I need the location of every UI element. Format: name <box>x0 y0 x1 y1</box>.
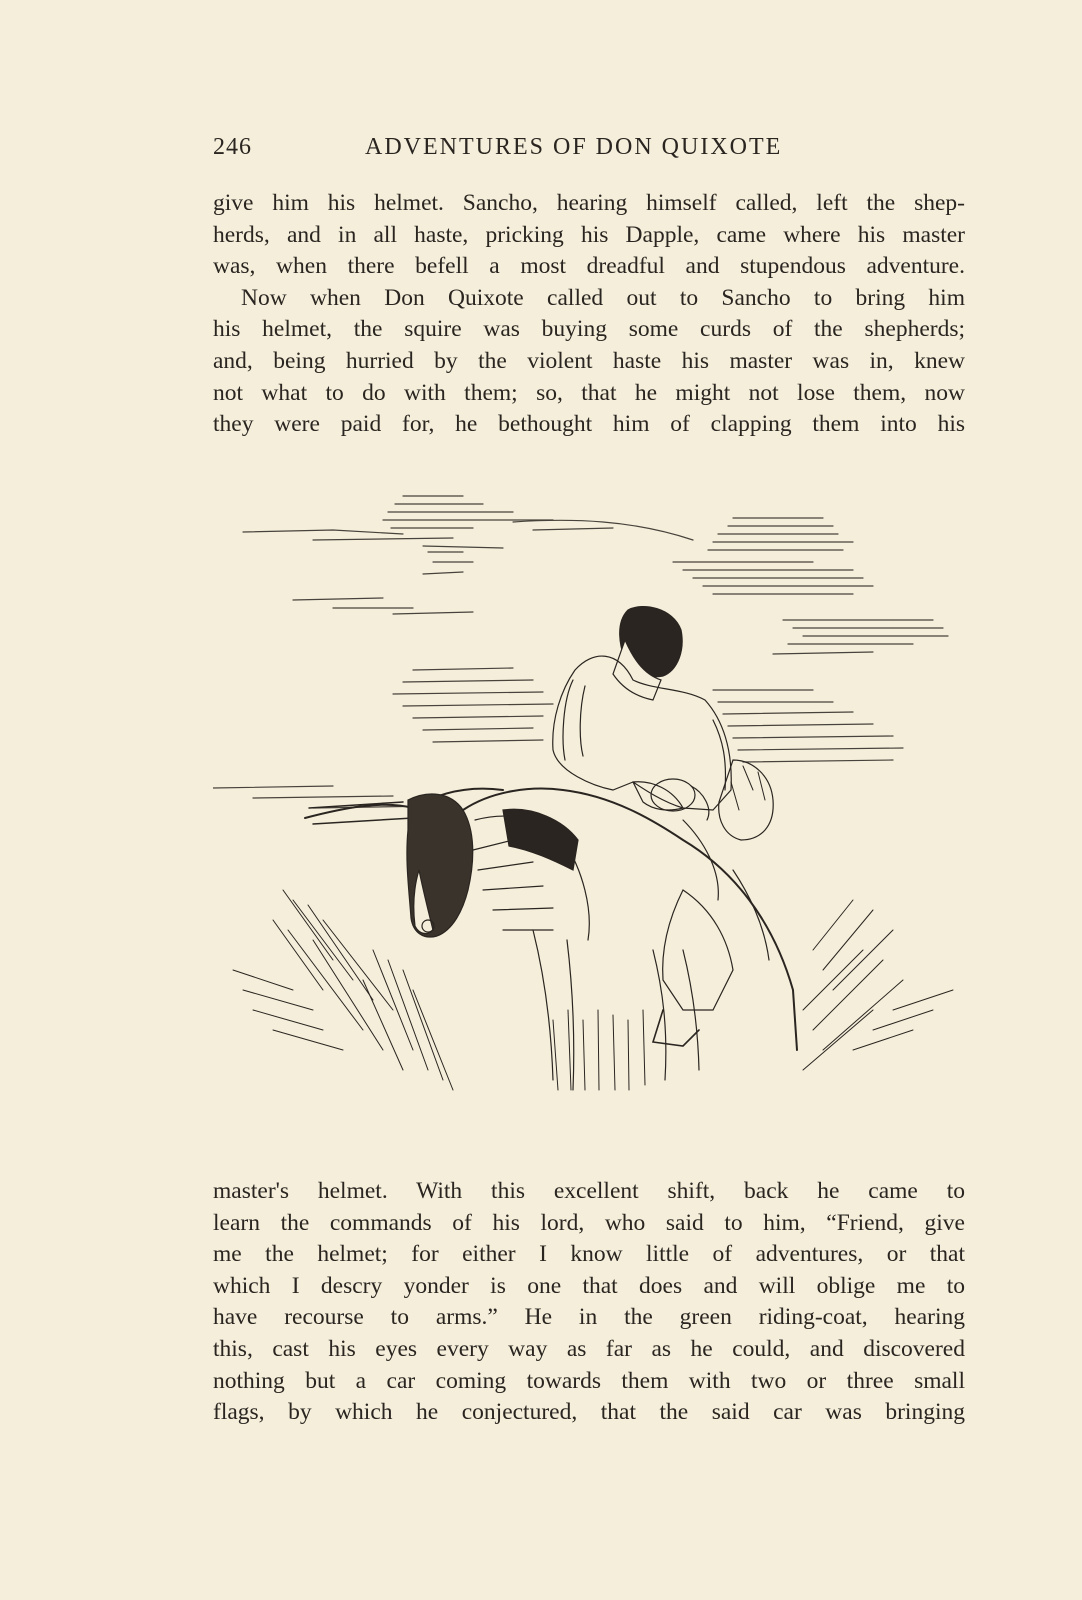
text-line: they were paid for, he bethought him of clapping them into his <box>213 411 965 438</box>
sancho-figure <box>553 607 773 840</box>
text-line: me the helmet; for either I know little of adventures, or that <box>213 1241 965 1268</box>
bottom-paragraphs <box>213 1176 965 1429</box>
text-line: his helmet, the squire was buying some curds of the shepherds; <box>213 316 965 343</box>
text-line: give him his helmet. Sancho, hearing himself called, left the shep- <box>213 190 965 216</box>
donkey-figure <box>305 789 797 1090</box>
sky-hatching <box>213 496 948 808</box>
text-line: and, being hurried by the violent haste his master was in, knew <box>213 347 965 374</box>
grass-hatching <box>233 890 953 1090</box>
text-line: was, when there befell a most dreadful and stupendous adventure. <box>213 253 965 280</box>
top-paragraphs <box>213 188 965 441</box>
text-line: this, cast his eyes every way as far as he could, and discovered <box>213 1335 965 1362</box>
text-line: not what to do with them; so, that he might not lose them, now <box>213 379 965 406</box>
text-line: have recourse to arms.” He in the green riding-coat, hearing <box>213 1304 965 1331</box>
page-number: 246 <box>213 134 252 160</box>
sancho-on-donkey-engraving <box>213 490 973 1120</box>
text-line: flags, by which he conjectured, that the said car was bringing <box>213 1399 965 1426</box>
engraving-illustration <box>213 490 973 1120</box>
text-line: herds, and in all haste, pricking his Dapple, came where his master <box>213 221 965 248</box>
text-line: which I descry yonder is one that does and will oblige me to <box>213 1272 965 1299</box>
text-line: master's helmet. With this excellent shift, back he came to <box>213 1178 965 1204</box>
text-line: learn the commands of his lord, who said to him, “Friend, give <box>213 1209 965 1236</box>
text-line: Now when Don Quixote called out to Sancho to bring him <box>241 284 965 311</box>
text-line: nothing but a car coming towards them with two or three small <box>213 1367 965 1394</box>
running-title: ADVENTURES OF DON QUIXOTE <box>365 134 783 160</box>
